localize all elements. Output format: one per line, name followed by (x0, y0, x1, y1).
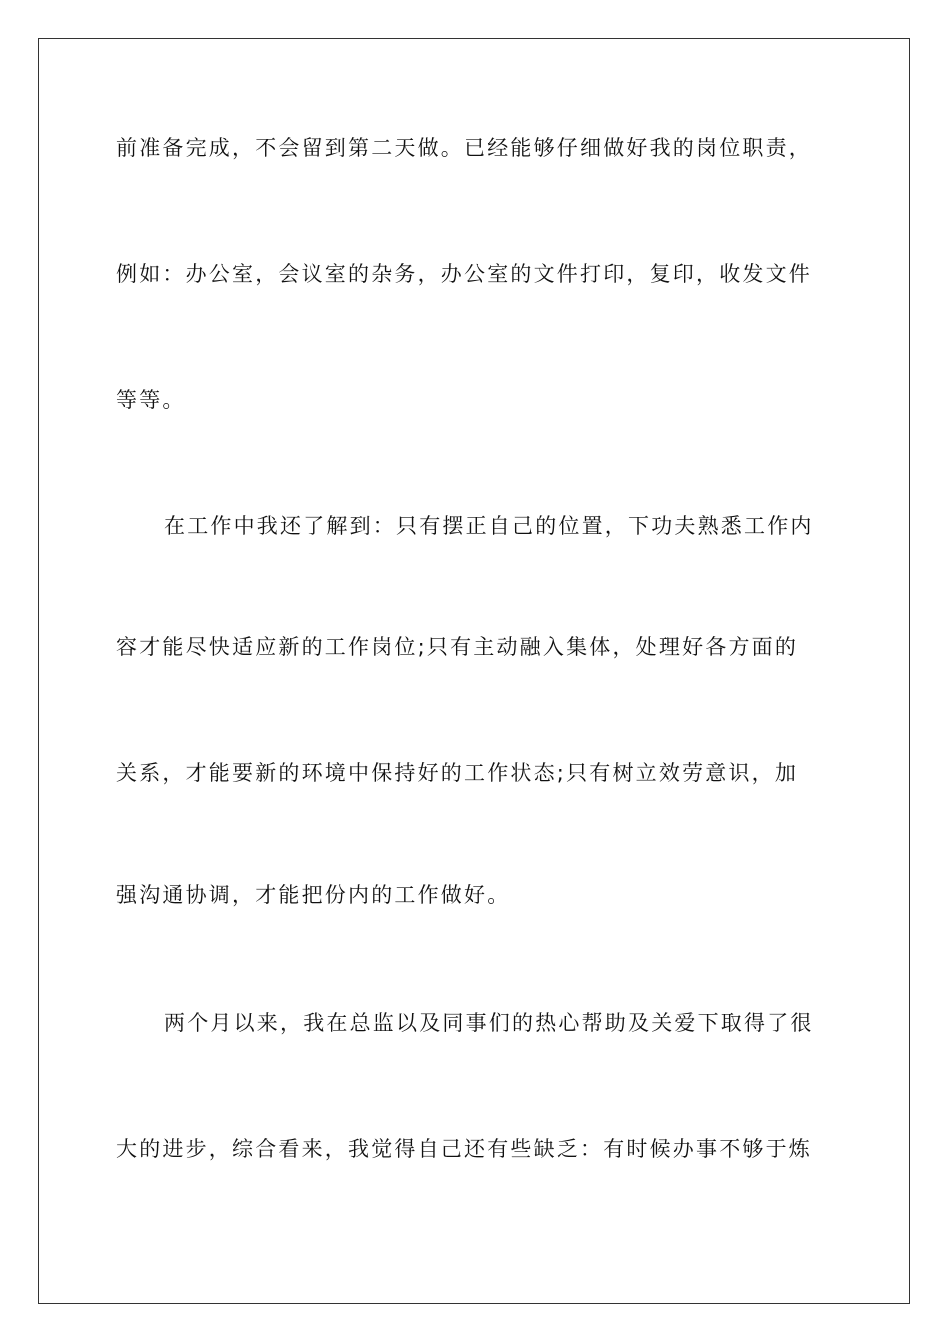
body-text-line: 容才能尽快适应新的工作岗位;只有主动融入集体，处理好各方面的 (116, 635, 799, 659)
page-border (38, 38, 910, 1304)
paragraph-first-line: 在工作中我还了解到：只有摆正自己的位置，下功夫熟悉工作内 (164, 514, 814, 538)
body-text-line: 关系，才能要新的环境中保持好的工作状态;只有树立效劳意识，加 (116, 761, 799, 785)
body-text-line: 例如：办公室，会议室的杂务，办公室的文件打印，复印，收发文件 (116, 262, 812, 286)
body-text-line: 等等。 (116, 388, 186, 412)
body-text-line: 强沟通协调，才能把份内的工作做好。 (116, 883, 511, 907)
body-text-line: 前准备完成，不会留到第二天做。已经能够仔细做好我的岗位职责， (116, 136, 812, 160)
body-text-line: 大的进步，综合看来，我觉得自己还有些缺乏：有时候办事不够于炼 (116, 1137, 812, 1161)
paragraph-first-line: 两个月以来，我在总监以及同事们的热心帮助及关爱下取得了很 (164, 1011, 814, 1035)
